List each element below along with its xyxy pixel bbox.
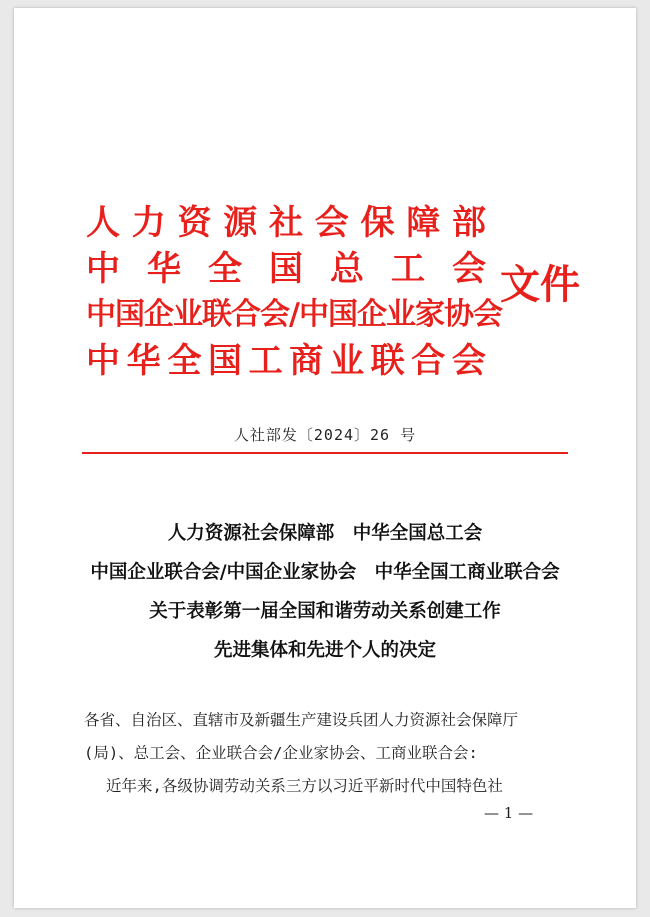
body-paragraph-line: 近年来,各级协调劳动关系三方以习近平新时代中国特色社: [106, 777, 503, 795]
issuer-line-2: 中 华 全 国 总 工 会: [86, 249, 486, 289]
issuer-line-4: 中 华 全 国 工 商 业 联 合 会: [86, 341, 486, 381]
document-number: 人社部发〔2024〕26 号: [233, 426, 417, 444]
page-number: — 1 —: [484, 804, 534, 822]
addressee-line: 各省、自治区、直辖市及新疆生产建设兵团人力资源社会保障厅: [84, 711, 519, 729]
title-line: 先进集体和先进个人的决定: [213, 640, 436, 661]
issuing-organizations: [86, 200, 502, 384]
document-title: [14, 514, 636, 670]
title-line: 人力资源社会保障部 中华全国总工会: [167, 523, 483, 544]
addressee-line: (局)、总工会、企业联合会/企业家协会、工商业联合会:: [84, 744, 478, 762]
document-page: [14, 8, 636, 908]
issuer-line-3: 中国企业联合会/中国企业家协会: [86, 297, 502, 332]
issuer-line-1: 人 力 资 源 社 会 保 障 部: [86, 203, 486, 243]
title-line: 关于表彰第一届全国和谐劳动关系创建工作: [149, 601, 501, 622]
red-divider: [82, 452, 568, 454]
title-line: 中国企业联合会/中国企业家协会 中华全国工商业联合会: [90, 562, 560, 583]
document-body: [84, 704, 568, 803]
document-label: 文件: [500, 261, 580, 308]
